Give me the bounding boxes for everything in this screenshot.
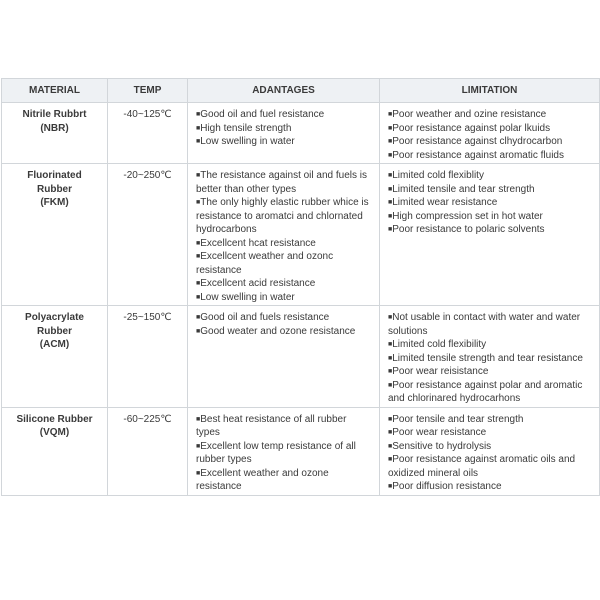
limitation-item-text: Poor diffusion resistance [392, 481, 502, 492]
advantage-item [196, 325, 373, 339]
square-bullet-icon: ■ [388, 185, 393, 193]
limitation-item [388, 311, 593, 338]
advantage-item [196, 196, 373, 237]
advantage-item [196, 277, 373, 291]
square-bullet-icon: ■ [196, 442, 201, 450]
advantage-item [196, 135, 373, 149]
material-name-line: Polyacrylate [25, 312, 84, 323]
limitation-item [388, 352, 593, 366]
limitation-item-text: Poor resistance against polar and aromatic and chlorinared hydrocarhons [388, 379, 583, 404]
square-bullet-icon: ■ [196, 172, 201, 179]
square-bullet-icon: ■ [388, 341, 393, 348]
square-bullet-icon: ■ [388, 226, 393, 233]
advantages-list [196, 169, 373, 304]
square-bullet-icon: ■ [196, 124, 201, 132]
limitation-item-text: High compression set in hot water [392, 210, 543, 222]
advantage-item-text: The only highly elastic rubber whice is resistance to aromatci and chlornated hydrocarbons [196, 197, 369, 235]
square-bullet-icon: ■ [196, 239, 201, 247]
advantage-item-text: Good oil and fuels resistance [200, 312, 330, 323]
limitation-item-text: Poor weather and ozine resistance [392, 109, 547, 120]
table-row [2, 103, 600, 164]
square-bullet-icon: ■ [388, 429, 393, 436]
material-name-line: Rubber [37, 325, 72, 337]
advantage-item-text: High tensile strength [200, 122, 292, 134]
rubber-materials-table [1, 78, 600, 496]
limitations-cell [380, 306, 600, 408]
table-row [2, 306, 600, 408]
advantages-list [196, 108, 373, 149]
limitations-cell [380, 407, 600, 495]
advantage-item [196, 291, 373, 305]
limitations-list [388, 108, 593, 162]
limitations-list [388, 413, 593, 494]
advantages-list [196, 413, 373, 494]
limitation-item [388, 108, 593, 122]
limitation-item-text: Limited tensile and tear strength [392, 183, 535, 195]
square-bullet-icon: ■ [388, 172, 393, 179]
advantages-cell [188, 407, 380, 495]
limitation-item-text: Limited wear resistance [392, 197, 498, 208]
square-bullet-icon: ■ [196, 293, 201, 301]
limitation-item-text: Poor resistance against aromatic fluids [392, 149, 564, 161]
header-material: MATERIAL [2, 79, 108, 103]
limitation-item-text: Poor wear reisistance [392, 366, 489, 377]
material-name-line: (NBR) [40, 122, 69, 134]
advantage-item [196, 311, 373, 325]
advantages-list [196, 311, 373, 338]
limitation-item [388, 426, 593, 440]
advantage-item-text: Low swelling in water [200, 291, 295, 303]
limitation-item [388, 210, 593, 224]
square-bullet-icon: ■ [388, 199, 393, 206]
advantage-item-text: Low swelling in water [200, 136, 295, 147]
square-bullet-icon: ■ [388, 212, 393, 220]
limitation-item [388, 135, 593, 149]
advantage-item [196, 440, 373, 467]
table-body [2, 103, 600, 496]
material-cell [2, 407, 108, 495]
limitation-item [388, 169, 593, 183]
material-name-line: Fluorinated [27, 170, 82, 181]
limitation-item-text: Poor resistance against aromatic oils and oxidized mineral oils [388, 454, 576, 479]
material-cell [2, 164, 108, 306]
limitations-list [388, 169, 593, 237]
material-name-line: Nitrile Rubbrt [22, 109, 87, 120]
material-cell [2, 306, 108, 408]
square-bullet-icon: ■ [388, 442, 393, 450]
square-bullet-icon: ■ [388, 456, 393, 463]
advantage-item-text: Excellent weather and ozone resistance [196, 467, 329, 492]
square-bullet-icon: ■ [388, 151, 393, 159]
advantages-cell [188, 164, 380, 306]
limitation-item [388, 338, 593, 352]
table-row [2, 407, 600, 495]
limitation-item [388, 223, 593, 237]
advantage-item [196, 122, 373, 136]
advantage-item-text: Excellcent hcat resistance [200, 237, 316, 249]
material-name-line: (FKM) [40, 197, 69, 208]
material-cell [2, 103, 108, 164]
temp-cell: -25~150℃ [108, 306, 188, 408]
advantage-item-text: Excellcent weather and ozonc resistance [196, 251, 334, 276]
square-bullet-icon: ■ [388, 138, 393, 145]
square-bullet-icon: ■ [388, 368, 393, 375]
square-bullet-icon: ■ [196, 253, 201, 260]
square-bullet-icon: ■ [388, 314, 393, 321]
square-bullet-icon: ■ [388, 111, 393, 118]
advantage-item-text: Excellent low temp resistance of all rubber types [196, 440, 356, 465]
limitation-item [388, 413, 593, 427]
material-name-line: (ACM) [39, 339, 70, 350]
square-bullet-icon: ■ [196, 199, 201, 206]
limitation-item-text: Sensitive to hydrolysis [392, 440, 492, 452]
square-bullet-icon: ■ [196, 138, 201, 145]
limitation-item [388, 196, 593, 210]
limitations-cell [380, 103, 600, 164]
table-row [2, 164, 600, 306]
square-bullet-icon: ■ [196, 327, 201, 335]
advantage-item [196, 169, 373, 196]
advantage-item-text: Excellcent acid resistance [200, 278, 316, 289]
limitation-item [388, 480, 593, 494]
advantage-item-text: The resistance against oil and fuels is better than other types [196, 170, 367, 195]
advantage-item-text: Good oil and fuel resistance [200, 109, 325, 120]
temp-cell: -60~225℃ [108, 407, 188, 495]
limitation-item-text: Poor resistance to polaric solvents [392, 224, 545, 235]
square-bullet-icon: ■ [388, 354, 393, 362]
limitation-item-text: Poor tensile and tear strength [392, 413, 524, 425]
advantage-item [196, 108, 373, 122]
temp-cell: -20~250℃ [108, 164, 188, 306]
header-limitation: LIMITATION [380, 79, 600, 103]
limitation-item [388, 149, 593, 163]
advantage-item-text: Good weater and ozone resistance [200, 325, 356, 337]
material-name-line: Rubber [37, 183, 72, 195]
table-header [2, 79, 600, 103]
limitation-item [388, 183, 593, 197]
limitation-item-text: Not usable in contact with water and water solutions [388, 312, 581, 337]
limitation-item [388, 122, 593, 136]
advantage-item [196, 467, 373, 494]
advantages-cell [188, 103, 380, 164]
square-bullet-icon: ■ [196, 314, 201, 321]
square-bullet-icon: ■ [388, 124, 393, 132]
material-name-line: Silicone Rubber [16, 413, 93, 425]
limitation-item [388, 440, 593, 454]
square-bullet-icon: ■ [196, 280, 201, 287]
square-bullet-icon: ■ [196, 469, 201, 477]
square-bullet-icon: ■ [388, 415, 393, 423]
square-bullet-icon: ■ [388, 483, 393, 490]
limitation-item [388, 379, 593, 406]
header-temp: TEMP [108, 79, 188, 103]
advantage-item-text: Best heat resistance of all rubber types [196, 413, 347, 438]
advantage-item [196, 250, 373, 277]
limitation-item-text: Limited cold flexiblity [392, 170, 484, 181]
advantage-item [196, 413, 373, 440]
material-name-line: (VQM) [39, 427, 70, 438]
limitation-item-text: Limited cold flexibility [392, 339, 487, 350]
limitation-item [388, 453, 593, 480]
limitation-item-text: Poor resistance against polar lkuids [392, 122, 551, 134]
limitations-cell [380, 164, 600, 306]
limitations-list [388, 311, 593, 406]
square-bullet-icon: ■ [196, 415, 201, 423]
advantages-cell [188, 306, 380, 408]
header-row [2, 79, 600, 103]
advantage-item [196, 237, 373, 251]
limitation-item [388, 365, 593, 379]
comparison-table-container [1, 78, 599, 496]
temp-cell: -40~125℃ [108, 103, 188, 164]
header-advantages: ADANTAGES [188, 79, 380, 103]
limitation-item-text: Poor wear resistance [392, 427, 487, 438]
limitation-item-text: Poor resistance against clhydrocarbon [392, 136, 563, 147]
square-bullet-icon: ■ [196, 111, 201, 118]
limitation-item-text: Limited tensile strength and tear resistance [392, 352, 583, 364]
square-bullet-icon: ■ [388, 381, 393, 389]
